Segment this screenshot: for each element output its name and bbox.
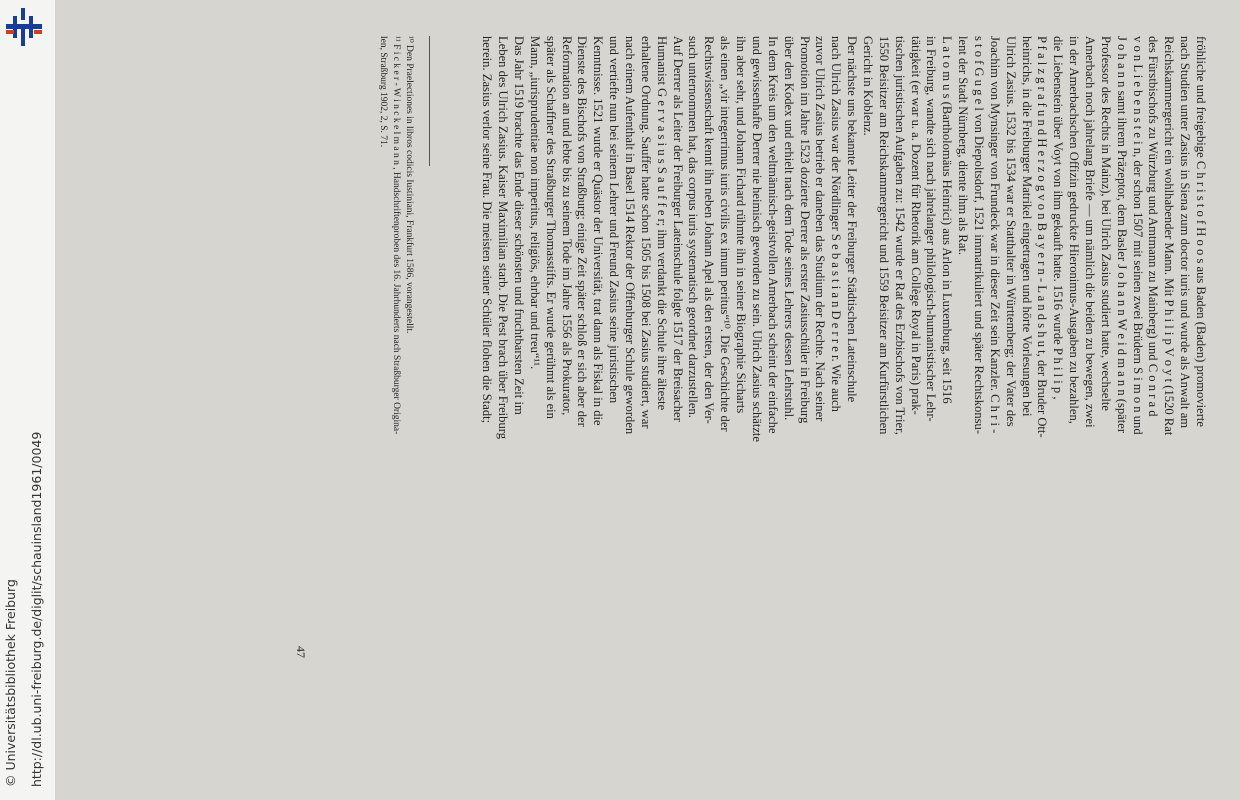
text-line: und gewissenhafte Derrer nie heimisch geworden zu sein. Ulrich Zasius schätzte bbox=[749, 36, 764, 443]
viewer-sidebar bbox=[0, 0, 55, 800]
text-line: tätigkeit (er war u. a. Dozent für Rhetorik am Collège Royal in Paris) prak- bbox=[908, 36, 923, 415]
text-line: L a t o m u s (Bartholomäus Heinrici) aus Arlon in Luxemburg, seit 1516 bbox=[940, 36, 955, 404]
text-line: über den Kodex und erhielt nach dem Tode seines Lehrers dessen Lehrstuhl. bbox=[781, 36, 796, 421]
source-url-watermark: http://dl.ub.uni-freiburg.de/diglit/schauinsland1961/0049 bbox=[29, 431, 44, 787]
text-line: Joachim von Mynsinger von Frundeck war in dieser Zeit sein Kanzler. C h r i - bbox=[987, 36, 1002, 434]
text-line: Auf Derrer als Leiter der Freiburger Lateinschule folgte 1517 der Breisacher bbox=[670, 36, 685, 422]
text-line: die Liebenstein über Voyt von ihm gekauft hatte. 1516 wurde P h i l i p , bbox=[1051, 36, 1066, 400]
footnotes bbox=[376, 36, 415, 676]
text-line: such unternommen hat, das corpus iuris systematisch geordnet darzustellen. bbox=[686, 36, 701, 418]
text-line: Promotion im Jahre 1523 dozierte Derrer als erster Zasiusschüler in Freiburg bbox=[797, 36, 812, 424]
body-text bbox=[453, 36, 1208, 676]
text-line: ihn aber sehr, und Johann Fichard rühmte ihn in seiner Biographie Sicharts bbox=[734, 36, 749, 414]
text-line: Amerbach noch jahrelang Briefe — um nämlich die beiden zu bewegen, zwei bbox=[1082, 36, 1097, 428]
text-line: Mann, „iurisprudentiae non imperitus, religiös, ehrbar und treu“¹¹. bbox=[527, 36, 542, 370]
text-line: P f a l z g r a f u n d H e r z o g v o n B a y e r n - L a n d s h u t, der Bruder Ott- bbox=[1035, 36, 1050, 438]
text-line: Reformation an und lebte bis zu seinem Tode im Jahre 1556 als Prokurator, bbox=[559, 36, 574, 416]
text-line: später als Schaffner des Straßburger Thomasstifts. Er wurde gerühmt als ein bbox=[543, 36, 558, 419]
text-line: Das Jahr 1519 brachte das Ende dieser schönsten und fruchtbarsten Zeit im bbox=[512, 36, 527, 415]
text-line: fröhliche und freigebige C h r i s t o f H o o s aus Baden (Baden) promovierte bbox=[1194, 36, 1208, 428]
rotated-page-content bbox=[248, 36, 1208, 768]
text-line: J o h a n n samt ihrem Präzeptor, dem Basler J o h a n n W e i d m a n n (später bbox=[1114, 36, 1129, 434]
text-line: nach Ulrich Zasius war der Nördlinger S e b a s t i a n D e r r e r. Wie auch bbox=[829, 36, 844, 412]
text-line: als einen „vir integerrimus iuris civilis ex imum peritus“¹⁰. Die Geschichte der bbox=[718, 36, 733, 432]
text-line: herein. Zasius verlor seine Frau. Die meisten seiner Schüler flohen die Stadt; bbox=[480, 36, 495, 424]
text-line: Gericht in Koblenz. bbox=[860, 36, 875, 136]
text-line: erhaltene Ordnung. Sauffer hatte schon 1505 bis 1508 bei Zasius studiert, war bbox=[638, 36, 653, 429]
text-line: Leben des Ulrich Zasius. Kaiser Maximilian starb. Die Pest brach über Freiburg bbox=[496, 36, 511, 440]
text-line: und vertiefte nun bei seinem Lehrer und Freund Zasius seine juristischen bbox=[607, 36, 622, 404]
text-line: heinrichs, in die Freiburger Matrikel eingetragen und hörte Vorlesungen bei bbox=[1019, 36, 1034, 417]
footnote-line: ¹¹ F i c k e r - W i n c k e l m a n n , Handschriftenproben des 16. Jahrhunderts nach Straßburger Origina- bbox=[391, 36, 401, 435]
text-line: Reichskammergericht ein wohlhabender Mann. Mit P h i l i p V o y t (1520 Rat bbox=[1162, 36, 1177, 436]
page-number: 47 bbox=[294, 646, 308, 658]
scanned-page bbox=[56, 0, 1239, 800]
copyright-watermark: © Universitätsbibliothek Freiburg bbox=[3, 579, 18, 787]
text-line: 1550 Beisitzer am Reichskammergericht und 1559 Beisitzer am Kurfürstlichen bbox=[876, 36, 891, 435]
text-line: Professor des Rechts in Mainz), bei Ulrich Zasius studiert hatte, wechselte bbox=[1098, 36, 1113, 411]
text-line: Dienste des Bischofs von Straßburg; einige Zeit später schloß er sich aber der bbox=[575, 36, 590, 427]
text-line: Rechtswissenschaft kennt ihn neben Johann Apel als den ersten, der den Ver- bbox=[702, 36, 717, 424]
text-line: tischen juristischen Aufgaben zu: 1542 wurde er Rat des Erzbischofs von Trier, bbox=[892, 36, 907, 435]
footnote-line: ¹⁰ Den Praelectiones in libros codicis Iustiniani, Frankfurt 1586, vorangestellt. bbox=[404, 36, 414, 334]
text-line: in Freiburg, wandte sich nach jahrelanger philologisch-humanistischer Lehr- bbox=[924, 36, 939, 422]
text-line: zuvor Ulrich Zasius betrieb er daneben das Studium der Rechte. Nach seiner bbox=[813, 36, 828, 422]
text-line: In dem Kreis um den weltmännisch-geistvollen Amerbach scheint der einfache bbox=[765, 36, 780, 434]
text-line: lent der Stadt Nürnberg, diente ihm als Rat. bbox=[956, 36, 971, 256]
text-line: des Fürstbischofs zu Würzburg und Amtmann zu Mainberg) und C o n r a d bbox=[1146, 36, 1161, 417]
text-line: in der Amerbachschen Offizin gedruckte Hieronimus-Ausgaben zu bezahlen, bbox=[1067, 36, 1082, 424]
library-logo-icon bbox=[2, 2, 46, 50]
text-line: Der nächste uns bekannte Leiter der Freiburger Städtischen Lateinschule bbox=[845, 36, 860, 403]
university-library-logo bbox=[2, 2, 46, 50]
footnote-rule bbox=[429, 36, 430, 166]
text-line: Kenntnisse. 1521 wurde er Quästor der Universität, trat dann als Fiskal in die bbox=[591, 36, 606, 426]
text-line: s t o f G u g e l von Diepoltsdorf, 1521 immatrikuliert und später Rechtskonsu- bbox=[971, 36, 986, 435]
text-line: Humanist G e r v a s i u s S a u f f e r; ihm verdankt die Schule ihre älteste bbox=[654, 36, 669, 411]
text-line: nach Studien unter Zasius in Siena zum doctor iuris und wurde als Anwalt am bbox=[1178, 36, 1193, 429]
text-line: v o n L i e b e n s t e i n, der schon 1507 mit seinen zwei Brüdern S i m o n und bbox=[1130, 36, 1145, 435]
text-line: Ulrich Zasius. 1532 bis 1534 war er Statthalter in Württemberg; der Vater des bbox=[1003, 36, 1018, 427]
footnote-line: len, Straßburg 1902, 2, S. 71. bbox=[378, 36, 388, 148]
text-line: nach einem Aufenthalt in Basel 1514 Rektor der Offenburger Schule geworden bbox=[623, 36, 638, 435]
